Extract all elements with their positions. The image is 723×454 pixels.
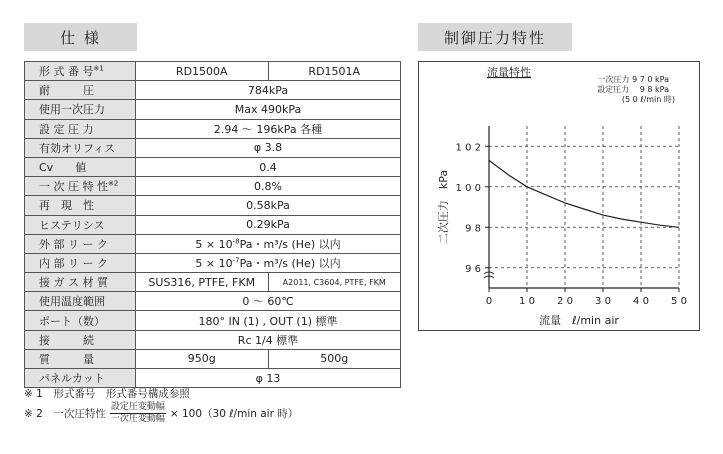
note-2-fraction [110,402,166,425]
spec-label [25,196,136,215]
spec-row [25,253,401,272]
leak-value-unit: Pa・m³/s (He) 以内 [239,237,341,251]
spec-label-text: パネルカット [39,372,105,386]
spec-label-text: 一 次 圧 特 性 [39,180,108,194]
note-2-prefix: ※ 2 一次圧特性 [24,408,106,420]
spec-value: 0 ～ 60℃ [136,292,401,311]
spec-label [25,119,136,138]
spec-label [25,157,136,176]
y-tick-label: 9 8 [465,223,481,235]
spec-label-text: 内 部 リ ー ク [39,256,108,270]
spec-value: Rc 1/4 標準 [136,330,401,349]
spec-heading: 仕 様 [24,23,137,51]
spec-row [25,330,401,349]
leak-value-base: 5 × 10 [195,237,233,251]
spec-label [25,234,136,253]
spec-value: 0.58kPa [136,196,401,215]
x-tick-label: 1 0 [519,296,535,307]
note-2 [24,402,298,425]
spec-label-text: 設 定 圧 力 [39,122,94,136]
spec-label-text: 使用温度範囲 [39,295,105,309]
spec-label-text: 使用一次圧力 [39,103,105,117]
spec-label-text: ヒステリシス [39,218,105,232]
condition-set-pressure: 設定圧力 9 8 kPa [597,85,669,94]
leak-value-unit: Pa・m³/s (He) 以内 [239,256,341,270]
series-line [489,160,679,227]
spec-label-text: 有効オリフィス [39,141,116,155]
spec-label-text: Cv 値 [39,161,87,175]
spec-table [24,61,401,388]
spec-value: SUS316, PTFE, FKM [136,273,269,292]
spec-value: 0.29kPa [136,215,401,234]
spec-label-mark: ※2 [108,179,119,188]
y-axis-label: 二次圧力 kPa [437,169,450,245]
spec-label [25,138,136,157]
spec-label [25,81,136,100]
y-tick-label: 1 0 2 [455,142,481,154]
y-tick-label: 9 6 [465,263,481,275]
x-axis-label: 流量 ℓ/min air [539,314,619,327]
spec-label [25,292,136,311]
spec-label [25,62,136,81]
leak-value-base: 5 × 10 [195,256,233,270]
spec-label-text: 外 部 リ ー ク [39,237,108,251]
spec-label [25,369,136,388]
spec-label-text: 再 現 性 [39,199,94,213]
spec-row [25,273,401,292]
spec-row [25,369,401,388]
leak-value-exponent: -8 [232,237,240,246]
spec-label-text: 形 式 番 号 [39,65,94,79]
spec-row [25,349,401,368]
spec-row [25,196,401,215]
spec-label [25,100,136,119]
spec-value: A2011, C3604, PTFE, FKM [268,273,401,292]
y-tick-label: 1 0 0 [455,182,481,194]
spec-row [25,292,401,311]
spec-row [25,177,401,196]
x-tick-label: 0 [485,296,493,307]
spec-label [25,177,136,196]
spec-label [25,330,136,349]
spec-value: 0.4 [136,157,401,176]
spec-value: 0.8% [136,177,401,196]
characteristic-heading: 制御圧力特性 [418,23,572,51]
spec-row [25,311,401,330]
condition-primary-pressure: 一次圧力 9 7 0 kPa [597,75,669,84]
spec-row [25,215,401,234]
chart-frame [418,61,700,331]
spec-value: Max 490kPa [136,100,401,119]
spec-label-text: 耐 圧 [39,84,94,98]
spec-value [136,234,401,253]
spec-row-model [25,62,401,81]
spec-label-text: 質 量 [39,352,94,366]
spec-row [25,138,401,157]
model-number: RD1501A [268,62,401,81]
spec-row [25,234,401,253]
flow-characteristic-chart [419,62,699,330]
spec-label-mark: ※1 [93,64,104,73]
spec-label [25,253,136,272]
spec-value: φ 3.8 [136,138,401,157]
spec-label [25,273,136,292]
note-1: ※ 1 形式番号 形式番号構成参照 [24,388,190,400]
leak-value-exponent: -7 [232,256,240,265]
spec-value: 2.94 ～ 196kPa 各種 [136,119,401,138]
spec-value: 180° IN (1) , OUT (1) 標準 [136,311,401,330]
x-tick-label: 4 0 [633,296,649,307]
note-2-suffix: × 100（30 ℓ/min air 時） [169,408,299,420]
x-tick-label: 2 0 [557,296,573,307]
spec-value: 784kPa [136,81,401,100]
x-tick-label: 5 0 [671,296,687,307]
spec-label [25,215,136,234]
spec-row [25,157,401,176]
spec-label-text: 接 続 [39,333,94,347]
spec-label-text: 接 ガ ス 材 質 [39,276,108,290]
spec-row [25,119,401,138]
spec-value: φ 13 [136,369,401,388]
spec-label [25,311,136,330]
spec-row [25,100,401,119]
condition-flow: (5 0 ℓ/min 時) [621,95,675,104]
note-2-numerator: 設定圧変動幅 [110,402,165,412]
x-tick-label: 3 0 [595,296,611,307]
spec-row [25,81,401,100]
spec-label-text: ポート（数） [39,314,105,328]
spec-value: 500g [268,349,401,368]
note-2-denominator: 一次圧変動幅 [110,414,165,424]
model-number: RD1500A [136,62,269,81]
chart-title: 流量特性 [487,66,531,79]
spec-value [136,253,401,272]
spec-label [25,349,136,368]
spec-value: 950g [136,349,269,368]
